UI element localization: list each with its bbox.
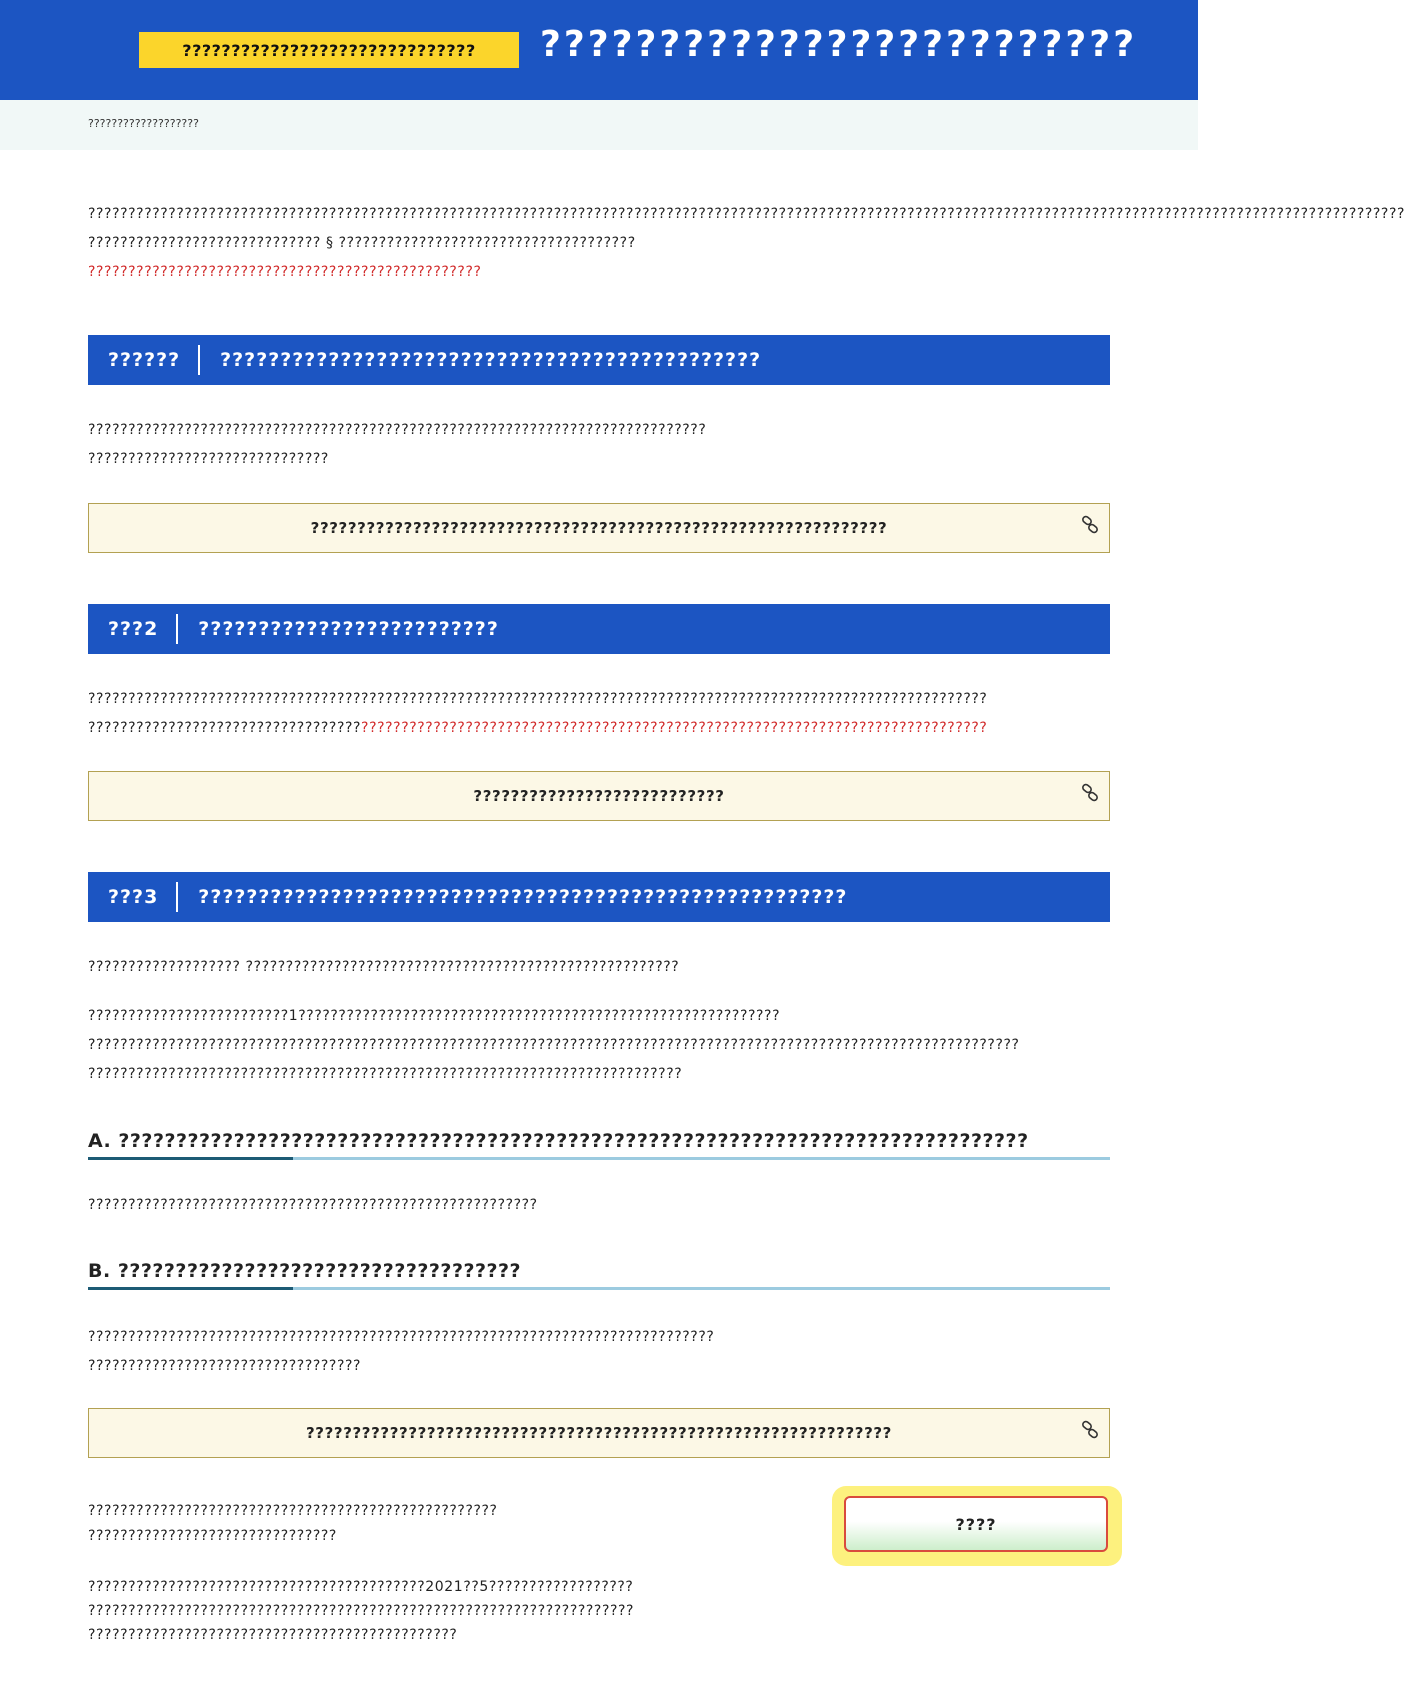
subsection-b-link-label: ??????????????????????????????????????????????????????????????? (306, 1424, 892, 1442)
subsection-a-underline-accent (88, 1157, 293, 1160)
section-3-text-1: ??????????????????? ?????????????????????????????????????????????????????? (88, 959, 680, 975)
footer-text-1: ??????????????????????????????????????????????????? (88, 1503, 498, 1519)
intro-line-2: ????????????????????????????? § ????????????????????????????????????? (88, 235, 636, 251)
section-3-para-line-1: ?????????????????????????1???????????????????????????????????????????????????????????? (88, 1008, 781, 1024)
section-2-text-2 (88, 714, 987, 743)
section-3-number: ???3 (108, 886, 159, 908)
section-2-link-box[interactable] (88, 771, 1110, 821)
chain-link-icon (1081, 516, 1099, 534)
section-1-link-box[interactable] (88, 503, 1110, 553)
section-2-text-1: ???????????????????????????????????????????????????????????????????????????????????????????????????????????????? (88, 691, 988, 707)
section-2-title: ????????????????????????? (198, 618, 499, 640)
footer-text-2: ??????????????????????????????? (88, 1528, 337, 1544)
breadcrumb[interactable]: ??????????????????? (88, 117, 199, 130)
section-3-para-line-2: ???????????????????????????????????????????????????????????????????????????????????????????????????????????????????? (88, 1037, 1020, 1053)
site-header (0, 0, 1198, 100)
cta-button[interactable]: ???? (844, 1496, 1108, 1552)
section-3-title: ?????????????????????????????????????????????????????? (198, 886, 848, 908)
subsection-b-text-2: ?????????????????????????????????? (88, 1358, 362, 1374)
section-1-header (88, 335, 1110, 385)
subsection-a-text: ???????????????????????????????????????????????????????? (88, 1197, 538, 1213)
section-2-text-2-red: ?????????????????????????????????????????????????????????????????????????????? (361, 720, 988, 736)
section-1-link-label: ?????????????????????????????????????????????????????????????? (310, 519, 888, 537)
intro-line-1: ???????????????????????????????????????????????????????????????????????????????????????????????????????????????????????????????????????????????????????????????????? (88, 206, 1405, 222)
intro-note-red: ????????????????????????????????????????????????? (88, 264, 482, 280)
subsection-b-text-1: ?????????????????????????????????????????????????????????????????????????????? (88, 1329, 715, 1345)
section-1-title: ????????????????????????????????????????????? (220, 349, 762, 371)
subsection-b-link-box[interactable] (88, 1408, 1110, 1458)
subsection-b-heading: B. ??????????????????????????????????? (88, 1260, 522, 1282)
section-separator (176, 882, 178, 912)
chain-link-icon (1081, 1421, 1099, 1439)
section-2-header (88, 604, 1110, 654)
section-3-header (88, 872, 1110, 922)
footer-text-4: ???????????????????????????????????????????????????????????????????? (88, 1603, 635, 1619)
section-separator (198, 345, 200, 375)
page-title: ????????????????????????? (540, 24, 1138, 65)
chain-link-icon (1081, 784, 1099, 802)
section-2-number: ???2 (108, 618, 159, 640)
section-2-link-label: ??????????????????????????? (473, 787, 725, 805)
section-1-text-2: ?????????????????????????????? (88, 451, 329, 467)
subsection-a-heading: A. ??????????????????????????????????????????????????????????????????????????????? (88, 1130, 1029, 1152)
footer-text-5: ?????????????????????????????????????????????? (88, 1627, 458, 1643)
section-3-para-line-3: ?????????????????????????????????????????????????????????????????????????? (88, 1066, 683, 1082)
footer-text-3: ??????????????????????????????????????????2021??5?????????????????? (88, 1579, 634, 1595)
breadcrumb-bar (0, 100, 1198, 150)
section-2-text-2-black: ?????????????????????????????????? (88, 720, 362, 736)
section-separator (176, 614, 178, 644)
section-1-number: ?????? (108, 349, 181, 371)
header-badge[interactable]: ?????????????????????????????? (139, 32, 519, 68)
subsection-b-underline-accent (88, 1287, 293, 1290)
section-1-text-1: ????????????????????????????????????????????????????????????????????????????? (88, 422, 707, 438)
